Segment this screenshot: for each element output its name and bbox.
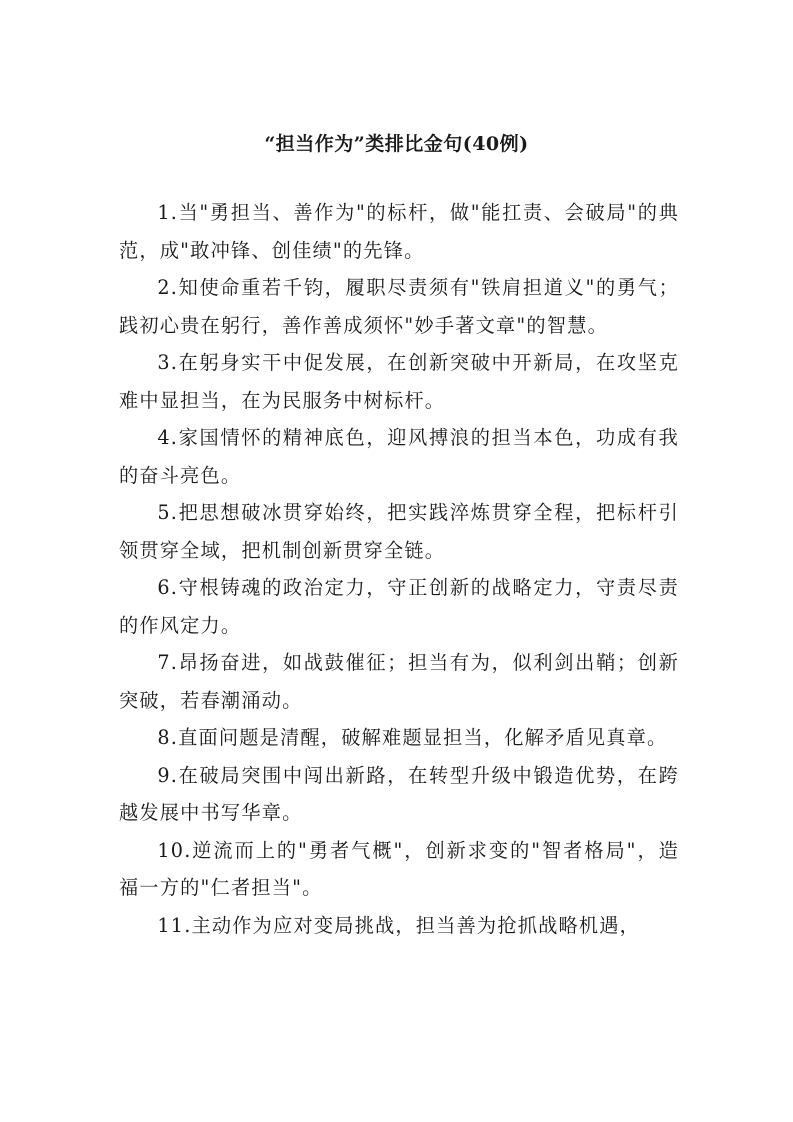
paragraph-6: 6.守根铸魂的政治定力，守正创新的战略定力，守责尽责的作风定力。 — [119, 576, 679, 637]
paragraph-7: 7.昂扬奋进，如战鼓催征；担当有为，似利剑出鞘；创新突破，若春潮涌动。 — [119, 651, 679, 712]
paragraph-10: 10.逆流而上的"勇者气概"，创新求变的"智者格局"，造福一方的"仁者担当"。 — [119, 838, 679, 899]
paragraph-5: 5.把思想破冰贯穿始终，把实践淬炼贯穿全程，把标杆引领贯穿全域，把机制创新贯穿全链。 — [119, 501, 679, 562]
paragraph-8: 8.直面问题是清醒，破解难题显担当，化解矛盾见真章。 — [157, 726, 668, 749]
paragraph-1: 1.当"勇担当、善作为"的标杆，做"能扛责、会破局"的典范，成"敢冲锋、创佳绩"的先锋。 — [119, 201, 679, 262]
document-body — [119, 194, 679, 944]
paragraph-3: 3.在躬身实干中促发展，在创新突破中开新局，在攻坚克难中显担当，在为民服务中树标杆。 — [119, 351, 679, 412]
paragraph-9: 9.在破局突围中闯出新路，在转型升级中锻造优势，在跨越发展中书写华章。 — [119, 763, 679, 824]
paragraph-2: 2.知使命重若千钧，履职尽责须有"铁肩担道义"的勇气；践初心贵在躬行，善作善成须怀"妙手著文章"的智慧。 — [119, 276, 679, 337]
document-title: “担当作为”类排比金句(40例) — [264, 133, 529, 155]
paragraph-11: 11.主动作为应对变局挑战，担当善为抢抓战略机遇， — [157, 913, 641, 937]
paragraph-4: 4.家国情怀的精神底色，迎风搏浪的担当本色，功成有我的奋斗亮色。 — [119, 426, 679, 487]
